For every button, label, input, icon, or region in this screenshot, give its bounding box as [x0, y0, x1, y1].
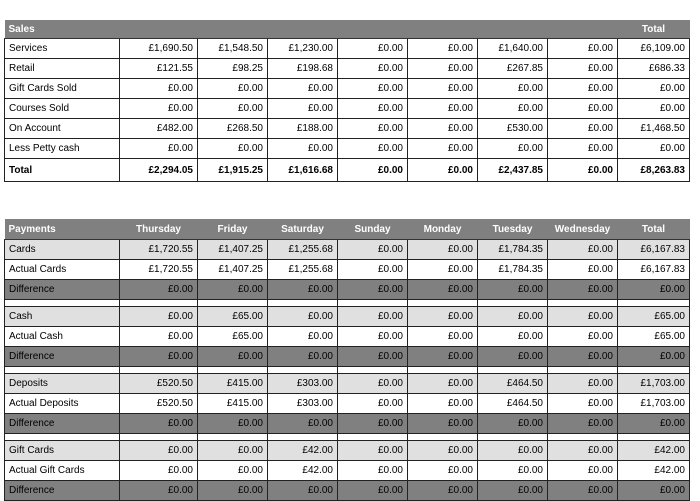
row-total-cell: £6,109.00 — [618, 39, 690, 59]
amount-cell: £0.00 — [338, 307, 408, 327]
amount-cell: £0.00 — [478, 347, 548, 367]
amount-cell: £0.00 — [268, 139, 338, 159]
amount-cell: £464.50 — [478, 394, 548, 414]
sales-row — [5, 139, 690, 159]
amount-cell: £0.00 — [478, 139, 548, 159]
amount-cell: £0.00 — [198, 347, 268, 367]
amount-cell: £530.00 — [478, 119, 548, 139]
payment-actual-row — [5, 394, 690, 414]
column-header: Friday — [198, 219, 268, 240]
amount-cell: £0.00 — [408, 441, 478, 461]
sales-row — [5, 39, 690, 59]
amount-cell: £0.00 — [478, 99, 548, 119]
amount-cell: £0.00 — [120, 327, 198, 347]
amount-cell: £42.00 — [268, 441, 338, 461]
amount-cell: £0.00 — [198, 280, 268, 300]
payments-header-row — [5, 219, 690, 240]
row-label: Retail — [5, 59, 120, 79]
amount-cell: £0.00 — [268, 347, 338, 367]
amount-cell: £0.00 — [548, 347, 618, 367]
amount-cell: £1,720.55 — [120, 240, 198, 260]
amount-cell: £1,407.25 — [198, 260, 268, 280]
row-label: Actual Cards — [5, 260, 120, 280]
amount-cell: £0.00 — [408, 394, 478, 414]
amount-cell: £0.00 — [338, 441, 408, 461]
amount-cell: £0.00 — [120, 99, 198, 119]
amount-cell: £0.00 — [408, 414, 478, 434]
amount-cell: £0.00 — [198, 461, 268, 481]
spacer-row — [5, 367, 690, 374]
sales-row — [5, 59, 690, 79]
payment-expected-row — [5, 307, 690, 327]
amount-cell: £0.00 — [408, 481, 478, 501]
column-header: Tuesday — [478, 219, 548, 240]
amount-cell: £0.00 — [268, 414, 338, 434]
amount-cell: £0.00 — [478, 461, 548, 481]
row-total-cell: £1,468.50 — [618, 119, 690, 139]
amount-cell: £0.00 — [548, 374, 618, 394]
amount-cell: £303.00 — [268, 374, 338, 394]
spacer-row — [5, 300, 690, 307]
payments-header-label: Payments — [5, 219, 120, 240]
amount-cell: £0.00 — [408, 327, 478, 347]
amount-cell: £0.00 — [268, 79, 338, 99]
amount-cell: £0.00 — [120, 481, 198, 501]
amount-cell: £0.00 — [338, 119, 408, 139]
sales-row — [5, 79, 690, 99]
row-total-cell: £42.00 — [618, 461, 690, 481]
amount-cell: £98.25 — [198, 59, 268, 79]
amount-cell: £0.00 — [338, 394, 408, 414]
sales-header-label: Sales — [5, 20, 120, 39]
amount-cell: £0.00 — [548, 99, 618, 119]
amount-cell: £0.00 — [548, 59, 618, 79]
row-label: Total — [5, 159, 120, 182]
amount-cell: £0.00 — [338, 240, 408, 260]
row-total-cell: £686.33 — [618, 59, 690, 79]
amount-cell: £0.00 — [120, 461, 198, 481]
amount-cell: £1,640.00 — [478, 39, 548, 59]
payment-actual-row — [5, 461, 690, 481]
row-total-cell: £0.00 — [618, 481, 690, 501]
amount-cell: £0.00 — [338, 481, 408, 501]
amount-cell: £1,255.68 — [268, 260, 338, 280]
amount-cell: £0.00 — [408, 307, 478, 327]
amount-cell: £0.00 — [408, 280, 478, 300]
amount-cell: £1,616.68 — [268, 159, 338, 182]
row-label: Difference — [5, 414, 120, 434]
amount-cell: £0.00 — [548, 79, 618, 99]
payment-difference-row — [5, 414, 690, 434]
amount-cell: £2,437.85 — [478, 159, 548, 182]
amount-cell: £1,784.35 — [478, 260, 548, 280]
row-total-cell: £6,167.83 — [618, 260, 690, 280]
column-header: Saturday — [268, 219, 338, 240]
amount-cell: £0.00 — [408, 59, 478, 79]
row-total-cell: £0.00 — [618, 414, 690, 434]
amount-cell: £415.00 — [198, 394, 268, 414]
row-total-cell: £42.00 — [618, 441, 690, 461]
amount-cell: £0.00 — [268, 307, 338, 327]
row-label: Gift Cards Sold — [5, 79, 120, 99]
amount-cell: £0.00 — [478, 307, 548, 327]
amount-cell: £0.00 — [548, 327, 618, 347]
amount-cell: £0.00 — [408, 461, 478, 481]
amount-cell: £1,720.55 — [120, 260, 198, 280]
amount-cell: £268.50 — [198, 119, 268, 139]
payments-table — [4, 219, 690, 501]
amount-cell: £0.00 — [120, 139, 198, 159]
spacer-row — [5, 434, 690, 441]
amount-cell: £0.00 — [548, 441, 618, 461]
amount-cell: £1,255.68 — [268, 240, 338, 260]
amount-cell: £0.00 — [478, 481, 548, 501]
row-total-cell: £0.00 — [618, 347, 690, 367]
row-label: Gift Cards — [5, 441, 120, 461]
amount-cell: £1,407.25 — [198, 240, 268, 260]
sales-header-total: Total — [618, 20, 690, 39]
row-label: Deposits — [5, 374, 120, 394]
row-label: On Account — [5, 119, 120, 139]
amount-cell: £464.50 — [478, 374, 548, 394]
amount-cell: £0.00 — [408, 240, 478, 260]
amount-cell: £415.00 — [198, 374, 268, 394]
row-total-cell: £1,703.00 — [618, 374, 690, 394]
amount-cell: £1,690.50 — [120, 39, 198, 59]
amount-cell: £0.00 — [198, 99, 268, 119]
payment-difference-row — [5, 481, 690, 501]
amount-cell: £65.00 — [198, 327, 268, 347]
amount-cell: £0.00 — [198, 79, 268, 99]
sales-row — [5, 99, 690, 119]
row-total-cell: £8,263.83 — [618, 159, 690, 182]
amount-cell: £0.00 — [338, 280, 408, 300]
row-total-cell: £0.00 — [618, 99, 690, 119]
amount-cell: £520.50 — [120, 394, 198, 414]
amount-cell: £65.00 — [198, 307, 268, 327]
row-total-cell: £65.00 — [618, 307, 690, 327]
amount-cell: £0.00 — [548, 394, 618, 414]
amount-cell: £0.00 — [408, 119, 478, 139]
amount-cell: £0.00 — [478, 79, 548, 99]
row-label: Difference — [5, 280, 120, 300]
amount-cell: £0.00 — [408, 99, 478, 119]
amount-cell: £0.00 — [338, 374, 408, 394]
payment-expected-row — [5, 240, 690, 260]
column-header: Total — [618, 219, 690, 240]
amount-cell: £0.00 — [268, 481, 338, 501]
amount-cell: £198.68 — [268, 59, 338, 79]
column-header: Monday — [408, 219, 478, 240]
row-label: Difference — [5, 481, 120, 501]
amount-cell: £1,784.35 — [478, 240, 548, 260]
amount-cell: £0.00 — [548, 461, 618, 481]
amount-cell: £520.50 — [120, 374, 198, 394]
amount-cell: £0.00 — [548, 139, 618, 159]
sales-row — [5, 119, 690, 139]
amount-cell: £0.00 — [478, 280, 548, 300]
amount-cell: £0.00 — [338, 260, 408, 280]
amount-cell: £42.00 — [268, 461, 338, 481]
amount-cell: £0.00 — [548, 159, 618, 182]
column-header: Sunday — [338, 219, 408, 240]
amount-cell: £0.00 — [338, 59, 408, 79]
amount-cell: £0.00 — [198, 441, 268, 461]
row-label: Less Petty cash — [5, 139, 120, 159]
row-total-cell: £65.00 — [618, 327, 690, 347]
amount-cell: £0.00 — [120, 79, 198, 99]
amount-cell: £0.00 — [478, 414, 548, 434]
amount-cell: £482.00 — [120, 119, 198, 139]
amount-cell: £121.55 — [120, 59, 198, 79]
amount-cell: £0.00 — [408, 79, 478, 99]
amount-cell: £0.00 — [268, 99, 338, 119]
amount-cell: £2,294.05 — [120, 159, 198, 182]
payment-expected-row — [5, 441, 690, 461]
sales-total-row — [5, 159, 690, 182]
amount-cell: £0.00 — [548, 240, 618, 260]
column-header: Wednesday — [548, 219, 618, 240]
amount-cell: £0.00 — [120, 307, 198, 327]
payment-expected-row — [5, 374, 690, 394]
amount-cell: £0.00 — [548, 280, 618, 300]
amount-cell: £188.00 — [268, 119, 338, 139]
amount-cell: £0.00 — [408, 139, 478, 159]
amount-cell: £0.00 — [338, 159, 408, 182]
amount-cell: £0.00 — [198, 481, 268, 501]
amount-cell: £0.00 — [548, 414, 618, 434]
amount-cell: £0.00 — [120, 414, 198, 434]
amount-cell: £0.00 — [338, 347, 408, 367]
amount-cell: £1,915.25 — [198, 159, 268, 182]
amount-cell: £303.00 — [268, 394, 338, 414]
amount-cell: £0.00 — [478, 441, 548, 461]
amount-cell: £0.00 — [478, 327, 548, 347]
row-label: Courses Sold — [5, 99, 120, 119]
row-label: Cards — [5, 240, 120, 260]
sales-header-row — [5, 20, 690, 39]
amount-cell: £0.00 — [408, 374, 478, 394]
row-total-cell: £1,703.00 — [618, 394, 690, 414]
amount-cell: £0.00 — [408, 347, 478, 367]
amount-cell: £1,548.50 — [198, 39, 268, 59]
row-label: Services — [5, 39, 120, 59]
amount-cell: £0.00 — [198, 414, 268, 434]
amount-cell: £0.00 — [548, 119, 618, 139]
amount-cell: £0.00 — [408, 39, 478, 59]
amount-cell: £0.00 — [338, 327, 408, 347]
amount-cell: £0.00 — [120, 441, 198, 461]
amount-cell: £0.00 — [268, 327, 338, 347]
amount-cell: £0.00 — [268, 280, 338, 300]
column-header: Thursday — [120, 219, 198, 240]
sales-table — [4, 20, 690, 182]
payment-actual-row — [5, 260, 690, 280]
amount-cell: £0.00 — [338, 79, 408, 99]
amount-cell: £0.00 — [548, 260, 618, 280]
amount-cell: £0.00 — [338, 414, 408, 434]
payment-difference-row — [5, 280, 690, 300]
row-total-cell: £0.00 — [618, 280, 690, 300]
amount-cell: £0.00 — [548, 39, 618, 59]
amount-cell: £0.00 — [338, 461, 408, 481]
amount-cell: £0.00 — [120, 347, 198, 367]
amount-cell: £267.85 — [478, 59, 548, 79]
row-total-cell: £6,167.83 — [618, 240, 690, 260]
payment-difference-row — [5, 347, 690, 367]
row-label: Actual Gift Cards — [5, 461, 120, 481]
amount-cell: £0.00 — [408, 159, 478, 182]
amount-cell: £0.00 — [120, 280, 198, 300]
payment-actual-row — [5, 327, 690, 347]
amount-cell: £0.00 — [338, 39, 408, 59]
amount-cell: £0.00 — [548, 307, 618, 327]
amount-cell: £0.00 — [408, 260, 478, 280]
amount-cell: £0.00 — [198, 139, 268, 159]
amount-cell: £1,230.00 — [268, 39, 338, 59]
row-total-cell: £0.00 — [618, 79, 690, 99]
row-label: Actual Deposits — [5, 394, 120, 414]
amount-cell: £0.00 — [338, 99, 408, 119]
amount-cell: £0.00 — [338, 139, 408, 159]
row-total-cell: £0.00 — [618, 139, 690, 159]
row-label: Cash — [5, 307, 120, 327]
row-label: Difference — [5, 347, 120, 367]
amount-cell: £0.00 — [548, 481, 618, 501]
row-label: Actual Cash — [5, 327, 120, 347]
